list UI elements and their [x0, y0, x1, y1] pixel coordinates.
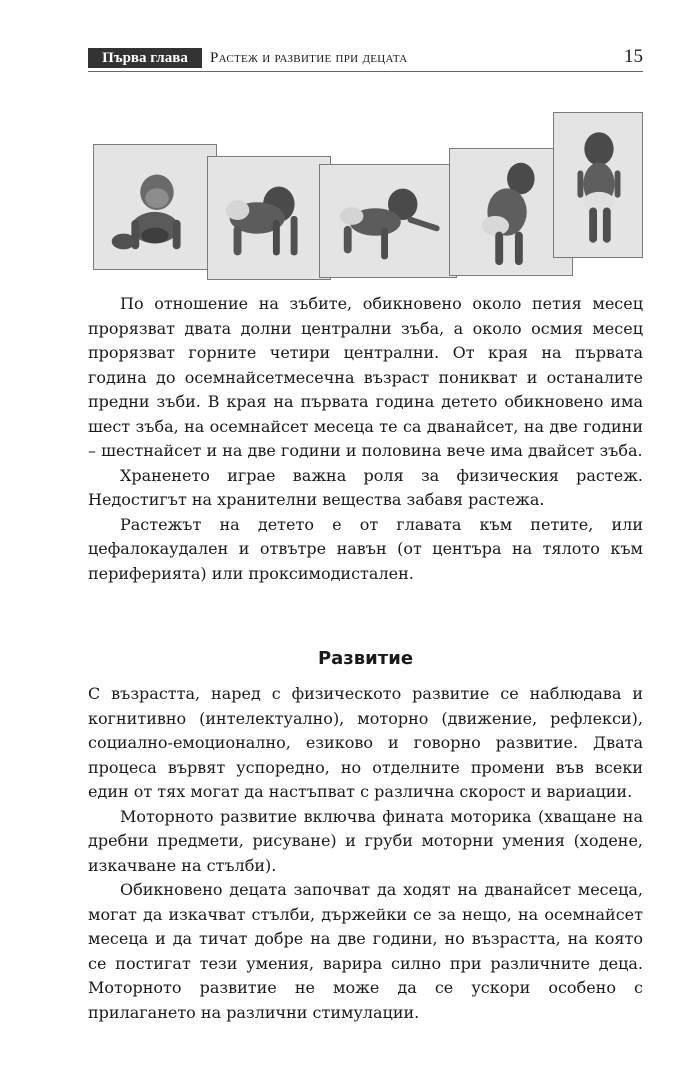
photo-baby-crawling-reaching	[319, 164, 457, 278]
baby-walking-image	[554, 113, 642, 257]
baby-development-figure	[0, 0, 700, 300]
header-title: Растеж и развитие при децата	[210, 50, 408, 66]
teeth-growth-text	[88, 292, 643, 586]
paragraph: С възрастта, наред с физическото развитие се наблюдава и когнитивно (интелектуално), моторно (движение, рефлекси), социално-емоционално, езиково и говорно развитие. Двата процеса вървят успоредно, но отделните промени във всеки един от тях могат да настъпват с различна скорост и вариации.	[88, 684, 643, 801]
photo-baby-sitting	[93, 144, 217, 270]
baby-sitting-image	[94, 145, 216, 269]
paragraph: Растежът на детето е от главата към петите, или цефалокаудален и отвътре навън (от центъра на тялото към периферията) или проксимодистален.	[88, 514, 643, 583]
paragraph: По отношение на зъбите, обикновено около петия месец прорязват двата долни централни зъба, а около осмия месец прорязват горните четири централни. От края на първата година до осемнайсетмесечна възраст поникват и останалите предни зъби. В края на първата година детето обикновено има шест зъба, на осемнайсет месеца те са дванайсет, на две години – шестнайсет и на две години и половина вече има двайсет зъба.	[88, 294, 643, 460]
paragraph: Моторното развитие включва фината моторика (хващане на дребни предмети, рисуване) и груби моторни умения (ходене, изкачване на стълби).	[88, 806, 643, 875]
page-number: 15	[624, 46, 643, 67]
baby-crawling-image	[208, 157, 330, 279]
photo-baby-crawling	[207, 156, 331, 280]
section-heading: Развитие	[317, 648, 414, 669]
development-text	[88, 682, 643, 1025]
paragraph: Храненето играе важна роля за физическия растеж. Недостигът на хранителни вещества забавя растежа.	[88, 465, 643, 509]
baby-reaching-image	[320, 165, 456, 277]
photo-baby-walking	[553, 112, 643, 258]
paragraph: Обикновено децата започват да ходят на дванайсет месеца, могат да изкачват стълби, държейки се за нещо, на осемнайсет месеца и да тичат добре на две години, но възрастта, на която се постигат тези умения, варира силно при различните деца. Моторното развитие не може да се ускори особено с прилагането на различни стимулации.	[88, 880, 643, 1022]
chapter-label: Първа глава	[88, 48, 202, 68]
